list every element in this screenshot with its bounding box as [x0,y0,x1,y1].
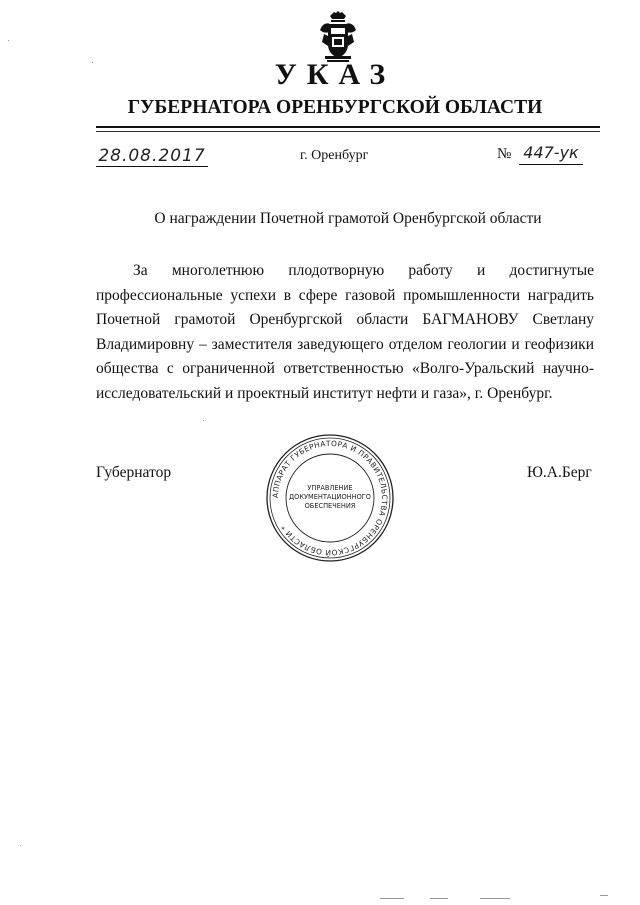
number-underline [519,164,583,165]
decree-heading: О награждении Почетной грамотой Оренбургской области [154,210,542,227]
stamp-center-line-1: УПРАВЛЕНИЕ [307,484,353,492]
signatory-title: Губернатор [96,464,172,481]
decree-date: 28.08.2017 [98,146,206,166]
issuer-title: ГУБЕРНАТОРА ОРЕНБУРГСКОЙ ОБЛАСТИ [127,97,543,118]
official-stamp [264,432,396,564]
number-label: № [497,146,512,162]
decree-city: г. Оренбург [300,148,369,163]
decree-body: За многолетнюю плодотворную работу и достигнутые профессиональные успехи в сфере газовой промышленности наградить Почетной грамотой Оренбургской области БАГМАНОВУ Светлану Владимировну – заместителя заведующего отделом геологии и геофизики общества с ограниченной ответственностью «Волго-Уральский научно-исследовательский и проектный институт нефти и газа», г. Оренбург. [96,262,594,402]
stamp-center-line-2: ДОКУМЕНТАЦИОННОГО [289,493,371,501]
document-type-title: УКАЗ [274,58,396,91]
date-underline [96,166,208,167]
stamp-center-line-3: ОБЕСПЕЧЕНИЯ [304,502,356,510]
signatory-name: Ю.А.Берг [527,464,592,481]
stamp-ring-text: АППАРАТ ГУБЕРНАТОРА И ПРАВИТЕЛЬСТВА ОРЕНБУРГСКОЙ ОБЛАСТИ * [270,438,390,558]
decree-number: 447-ук [523,143,579,162]
header-rule-thin [96,131,600,132]
header-rule-thick [96,126,600,128]
coat-of-arms-icon [316,10,360,64]
